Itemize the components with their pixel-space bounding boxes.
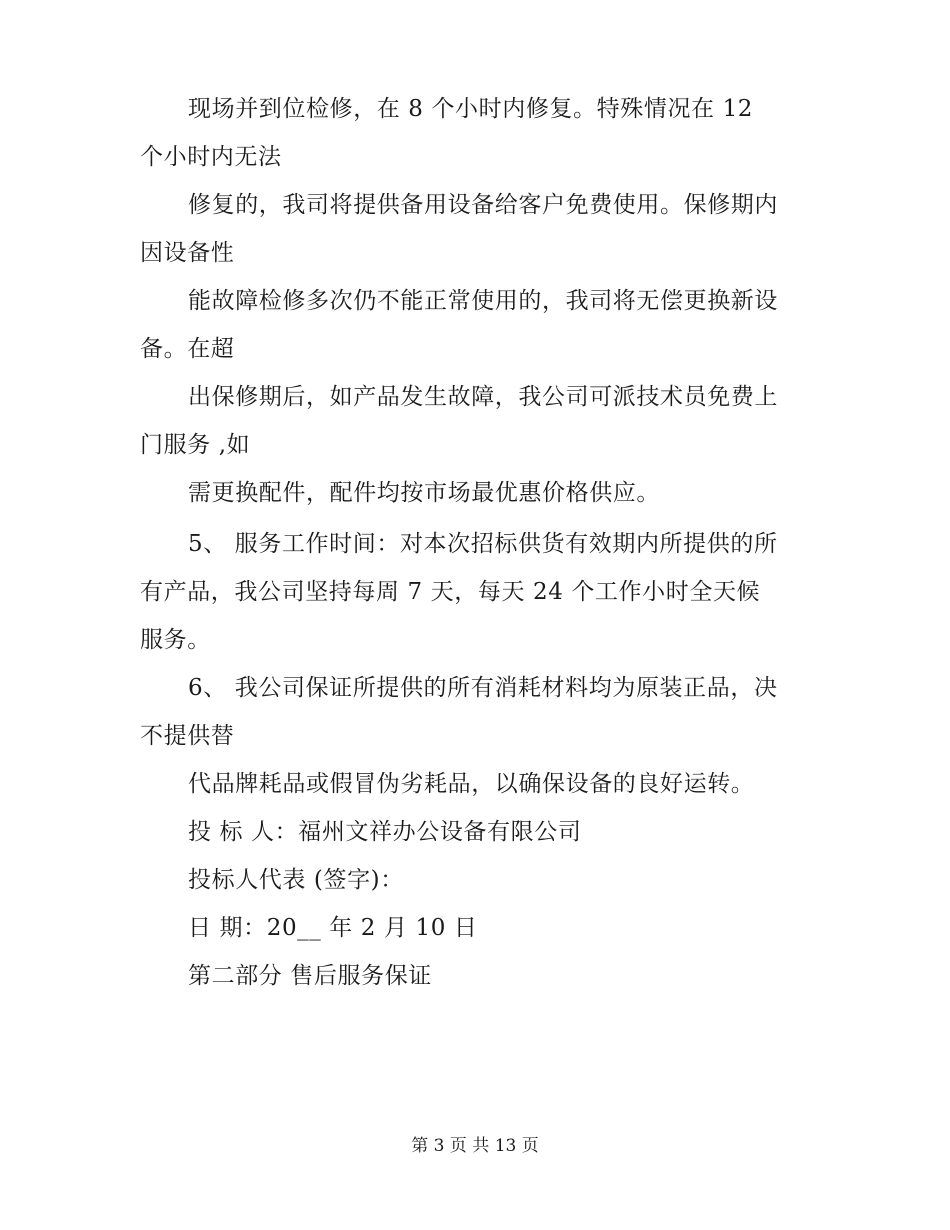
text-line: 个小时内无法	[140, 144, 282, 170]
text-line: 能故障检修多次仍不能正常使用的，我司将无偿更换新设	[188, 288, 778, 314]
text-line: 现场并到位检修，在 8 个小时内修复。特殊情况在 12	[188, 96, 754, 122]
text-line: 备。在超	[140, 336, 235, 362]
text-line: 不提供替	[140, 723, 235, 749]
bidder-line: 投 标 人：福州文祥办公设备有限公司	[188, 819, 582, 845]
section-heading: 第二部分 售后服务保证	[188, 963, 432, 989]
representative-signature-line: 投标人代表 (签字)：	[188, 867, 404, 893]
text-line: 修复的，我司将提供备用设备给客户免费使用。保修期内	[188, 192, 778, 218]
text-line: 需更换配件，配件均按市场最优惠价格供应。	[188, 480, 660, 506]
text-line: 5、 服务工作时间：对本次招标供货有效期内所提供的所	[188, 531, 778, 557]
page-number-footer: 第 3 页 共 13 页	[411, 1136, 539, 1156]
text-line: 因设备性	[140, 240, 235, 266]
date-line: 日 期：20__ 年 2 月 10 日	[188, 915, 478, 941]
text-line: 有产品，我公司坚持每周 7 天，每天 24 个工作小时全天候	[140, 579, 761, 605]
text-line: 服务。	[140, 627, 211, 653]
text-line: 代品牌耗品或假冒伪劣耗品，以确保设备的良好运转。	[188, 771, 755, 797]
text-line: 6、 我公司保证所提供的所有消耗材料均为原装正品，决	[188, 675, 778, 701]
text-line: 门服务 ,如	[140, 432, 251, 458]
text-line: 出保修期后，如产品发生故障，我公司可派技术员免费上	[188, 384, 778, 410]
